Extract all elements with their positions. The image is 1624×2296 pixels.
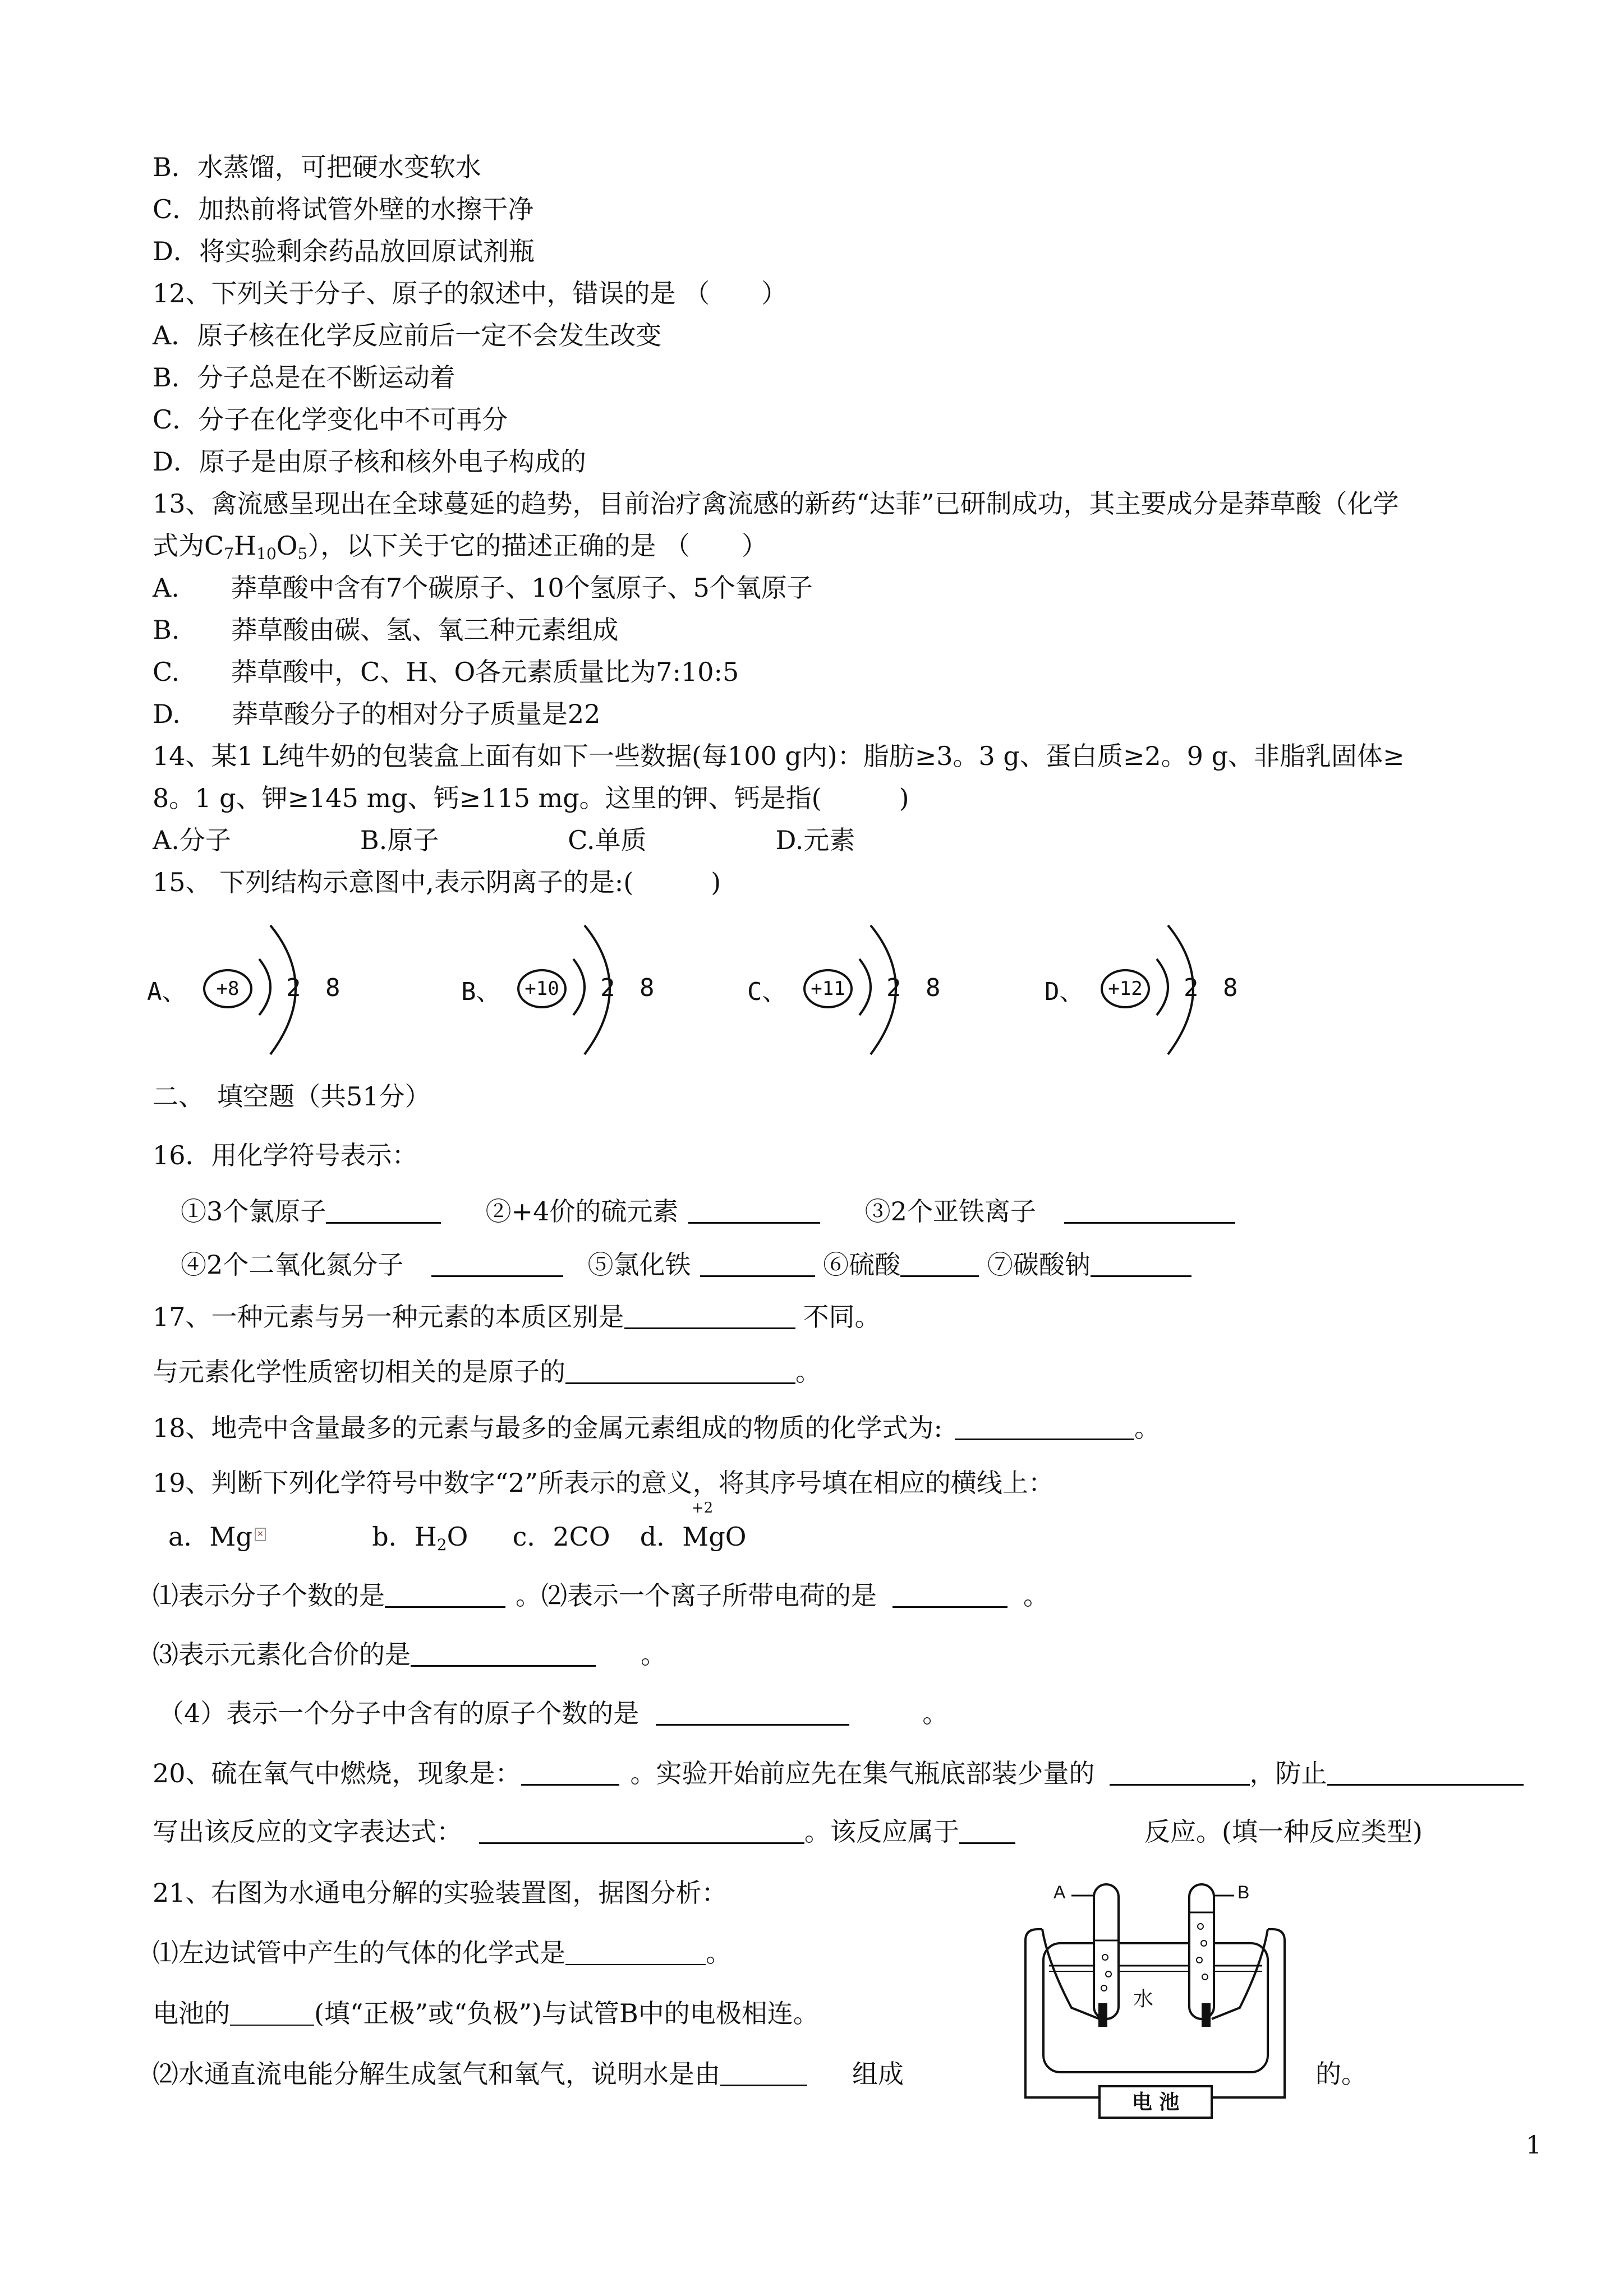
blank[interactable]	[1064, 1197, 1235, 1224]
shell-2-count: 8	[325, 974, 341, 1002]
question-13: 13、禽流感呈现出在全球蔓延的趋势，目前治疗禽流感的新药“达菲”已研制成功，其主要成分是莽草酸（化学	[153, 488, 1399, 519]
blank[interactable]	[326, 1197, 441, 1224]
option-13b: B. 莽草酸由碳、氢、氧三种元素组成	[153, 615, 619, 645]
atom-diagram-d: D、 +12 2 8	[1045, 920, 1336, 1066]
shell-1-count: 2	[600, 974, 615, 1002]
shell-2-count: 8	[1223, 974, 1238, 1002]
question-19-part1-2: ⑴表示分子个数的是 。⑵表示一个离子所带电荷的是 。	[153, 1580, 1049, 1611]
shell-1-count: 2	[886, 974, 901, 1002]
nucleus: +11	[803, 969, 853, 1008]
atom-diagram-a: A、 +8 2 8	[147, 920, 439, 1066]
question-16-row1: ①3个氯原子 ②+4价的硫元素 ③2个亚铁离子	[181, 1195, 1235, 1228]
question-20-cont: 写出该反应的文字表达式： 。该反应属于 反应。(填一种反应类型)	[153, 1816, 1423, 1847]
blank[interactable]	[565, 1939, 706, 1965]
blank[interactable]	[431, 1251, 563, 1277]
blank[interactable]	[624, 1303, 795, 1329]
blank[interactable]	[959, 1818, 1015, 1844]
blank[interactable]	[955, 1414, 1134, 1440]
question-18: 18、地壳中含量最多的元素与最多的金属元素组成的物质的化学式为: 。	[153, 1413, 1161, 1443]
electrolysis-apparatus	[1015, 1873, 1296, 2120]
tube-b-label: B	[1237, 1882, 1250, 1902]
question-21-part2-end: 的。	[1315, 2059, 1367, 2089]
valence-superscript: +2	[691, 1500, 714, 1516]
option-13a: A. 莽草酸中含有7个碳原子、10个氢原子、5个氧原子	[153, 573, 813, 603]
option-12d: D．原子是由原子核和核外电子构成的	[153, 446, 586, 477]
broken-image-icon: ×	[255, 1528, 266, 1541]
options-14: A.分子 B.原子 C.单质 D.元素	[153, 825, 855, 855]
blank[interactable]	[1327, 1759, 1524, 1786]
option-11d: D．将实验剩余药品放回原试剂瓶	[153, 236, 535, 266]
nucleus: +10	[517, 969, 567, 1008]
question-14: 14、某1 L纯牛奶的包装盒上面有如下一些数据(每100 g内)：脂肪≥3。3 g、蛋白质≥2。9 g、非脂乳固体≥	[153, 741, 1405, 771]
atom-diagram-c: C、 +11 2 8	[747, 920, 1039, 1066]
question-19-part4: （4）表示一个分子中含有的原子个数的是 。	[158, 1698, 949, 1728]
question-16-row2: ④2个二氧化氮分子 ⑤氯化铁 ⑥硫酸 ⑦碳酸钠	[181, 1248, 1191, 1281]
blank[interactable]	[656, 1699, 849, 1726]
option-13d: D. 莽草酸分子的相对分子质量是22	[153, 699, 601, 729]
blank[interactable]	[1091, 1251, 1191, 1277]
question-17-cont: 与元素化学性质密切相关的是原子的 。	[153, 1357, 821, 1387]
question-17: 17、一种元素与另一种元素的本质区别是 不同。	[153, 1302, 881, 1332]
question-14-cont: 8。1 g、钾≥145 mg、钙≥115 mg。这里的钾、钙是指( )	[153, 783, 909, 813]
blank[interactable]	[230, 2000, 314, 2026]
apparatus-drawing	[1015, 1873, 1296, 2120]
blank[interactable]	[720, 2060, 807, 2086]
blank[interactable]	[479, 1818, 804, 1844]
page-number: 1	[1526, 2131, 1542, 2160]
water-label: 水	[1133, 1988, 1154, 2011]
question-12: 12、下列关于分子、原子的叙述中，错误的是 （ ）	[153, 278, 788, 308]
blank[interactable]	[1110, 1759, 1250, 1786]
blank[interactable]	[700, 1251, 815, 1277]
section-2-heading: 二、 填空题（共51分）	[153, 1081, 431, 1112]
option-12b: B．分子总是在不断运动着	[153, 362, 456, 393]
nucleus: +8	[203, 969, 252, 1008]
blank[interactable]	[565, 1358, 795, 1384]
blank[interactable]	[385, 1582, 505, 1608]
tube-a-label: A	[1053, 1882, 1066, 1902]
shell-1-count: 2	[1184, 974, 1199, 1002]
option-11c: C．加热前将试管外壁的水擦干净	[153, 194, 534, 224]
nucleus: +12	[1101, 969, 1150, 1008]
blank[interactable]	[688, 1197, 820, 1224]
atom-diagram-b: B、 +10 2 8	[461, 920, 753, 1066]
question-21-part2: ⑵水通直流电能分解生成氢气和氧气，说明水是由 组成	[153, 2059, 904, 2089]
blank[interactable]	[411, 1640, 596, 1667]
option-13c: C. 莽草酸中，C、H、O各元素质量比为7:10:5	[153, 657, 739, 687]
question-15: 15、 下列结构示意图中,表示阴离子的是:( )	[153, 867, 721, 897]
shell-1-count: 2	[286, 974, 301, 1002]
option-12a: A．原子核在化学反应前后一定不会发生改变	[153, 320, 662, 351]
blank[interactable]	[900, 1251, 979, 1277]
question-19-part3: ⑶表示元素化合价的是 。	[153, 1639, 666, 1670]
question-13-cont: 式为$C_7H_{10}O_5$），以下关于它的描述正确的是 （ ）	[153, 531, 767, 563]
battery-label: 电 池	[1131, 2090, 1180, 2114]
option-12c: C．分子在化学变化中不可再分	[153, 404, 508, 435]
question-16: 16．用化学符号表示：	[153, 1140, 418, 1170]
blank[interactable]	[892, 1582, 1007, 1608]
shell-2-count: 8	[640, 974, 655, 1002]
question-19: 19、判断下列化学符号中数字“2”所表示的意义，将其序号填在相应的横线上：	[153, 1468, 1054, 1498]
question-21-part1: ⑴左边试管中产生的气体的化学式是 。	[153, 1938, 732, 1968]
question-20: 20、硫在氧气中燃烧，现象是： 。实验开始前应先在集气瓶底部装少量的 ，防止	[153, 1756, 1524, 1790]
question-21-part1-cont: 电池的 (填“正极”或“负极”)与试管B中的电极相连。	[153, 1998, 819, 2028]
question-19-symbols: a．Mg × b．$H_2O$ c．2CO d．MgO +2	[168, 1500, 747, 1554]
option-11b: B．水蒸馏，可把硬水变软水	[153, 152, 481, 182]
shell-2-count: 8	[926, 974, 941, 1002]
question-21: 21、右图为水通电分解的实验装置图，据图分析：	[153, 1878, 728, 1908]
blank[interactable]	[521, 1759, 619, 1786]
